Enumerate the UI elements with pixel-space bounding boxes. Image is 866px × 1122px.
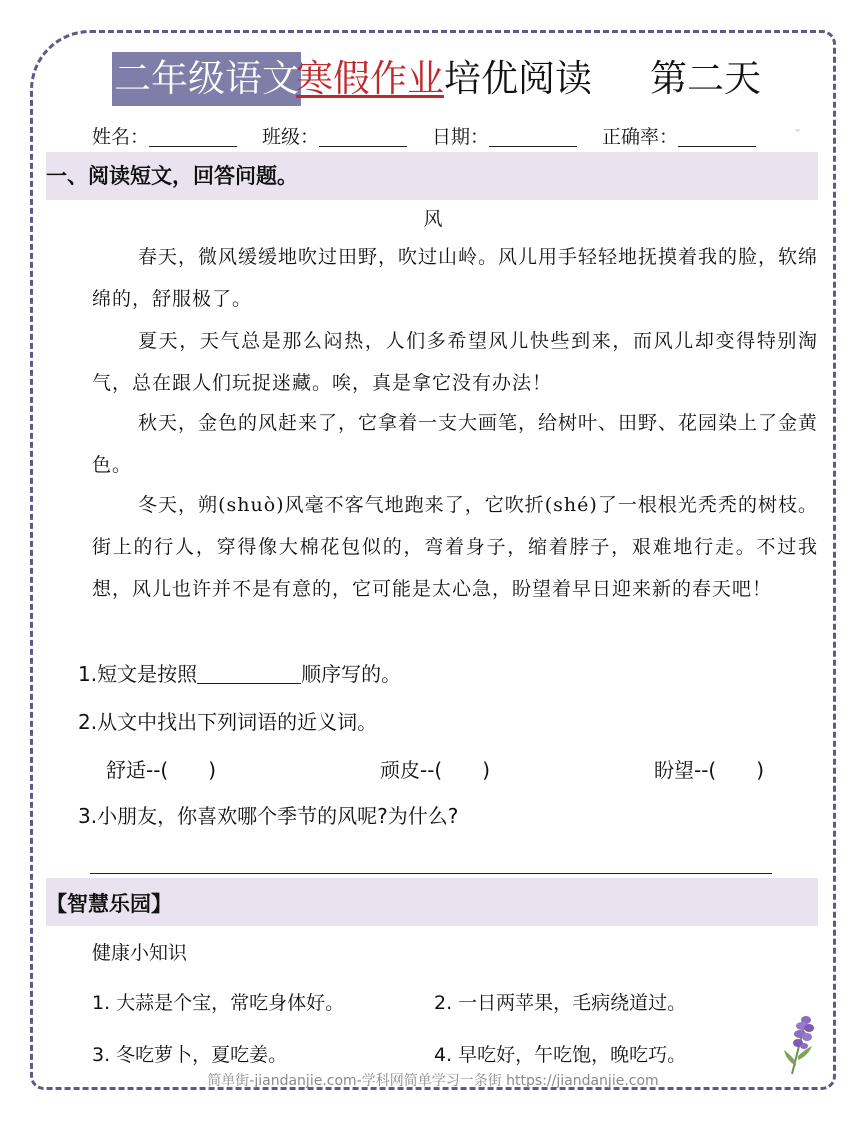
title-reading: 培优阅读 <box>444 57 592 100</box>
synonym-item-2[interactable]: 顽皮--( ) <box>380 758 491 782</box>
question-1-text-after: 顺序写的。 <box>301 662 402 686</box>
page-title <box>0 52 866 106</box>
question-3: 3.小朋友，你喜欢哪个季节的风呢?为什么? <box>78 804 459 828</box>
section-heading-wisdom: 【智慧乐园】 <box>46 878 818 926</box>
tip-item-3: 3. 冬吃萝卜，夏吃姜。 <box>92 1044 288 1066</box>
date-label: 日期： <box>432 126 490 148</box>
name-blank[interactable] <box>149 128 237 147</box>
name-label: 姓名： <box>92 126 150 148</box>
paragraph-spring: 春天，微风缓缓地吹过田野，吹过山岭。风儿用手轻轻地抚摸着我的脸，软绵绵的，舒服极了。 <box>92 246 819 310</box>
class-label: 班级： <box>262 126 320 148</box>
name-field <box>92 122 237 152</box>
date-field <box>432 122 577 152</box>
accuracy-label: 正确率： <box>602 126 679 148</box>
paragraph-winter: 冬天，朔(shuò)风毫不客气地跑来了，它吹折(shé)了一根根光秃秃的树枝。街上的行人，穿得像大棉花包似的，弯着身子，缩着脖子，艰难地行走。不过我想，风儿也许并不是有意的，它可能是太心急，盼望着早日迎来新的春天吧！ <box>92 494 818 600</box>
corner-mark-icon: ˇ <box>794 128 801 144</box>
tip-item-1: 1. 大蒜是个宝，常吃身体好。 <box>92 992 345 1014</box>
class-blank[interactable] <box>319 128 407 147</box>
question-1 <box>78 658 401 687</box>
question-1-text-before: 1.短文是按照 <box>78 662 198 686</box>
section-heading-reading: 一、阅读短文，回答问题。 <box>46 152 818 200</box>
question-2: 2.从文中找出下列词语的近义词。 <box>78 710 378 734</box>
question-1-blank[interactable] <box>197 663 301 684</box>
tip-item-2: 2. 一日两苹果，毛病绕道过。 <box>434 992 687 1014</box>
class-field <box>262 122 407 152</box>
tip-item-4: 4. 早吃好，午吃饱，晚吃巧。 <box>434 1044 687 1066</box>
synonym-item-1[interactable]: 舒适--( ) <box>106 758 217 782</box>
paragraph-summer: 夏天，天气总是那么闷热，人们多希望风儿快些到来，而风儿却变得特别淘气，总在跟人们玩捉迷藏。唉，真是拿它没有办法！ <box>92 330 818 394</box>
title-day: 第二天 <box>650 57 761 100</box>
answer-line[interactable] <box>90 873 772 874</box>
accuracy-field <box>602 122 756 152</box>
title-grade: 二年级语文 <box>112 52 301 106</box>
passage-title: 风 <box>423 208 443 230</box>
lavender-icon <box>778 1010 824 1076</box>
tips-title: 健康小知识 <box>92 942 188 964</box>
footer-watermark: 简单街-jiandanjie.com-学科网简单学习一条街 https://jiandanjie.com <box>207 1073 659 1089</box>
date-blank[interactable] <box>489 128 577 147</box>
title-homework: 寒假作业 <box>296 57 444 100</box>
synonym-item-3[interactable]: 盼望--( ) <box>654 758 765 782</box>
accuracy-blank[interactable] <box>678 128 756 147</box>
paragraph-autumn: 秋天，金色的风赶来了，它拿着一支大画笔，给树叶、田野、花园染上了金黄色。 <box>92 412 819 476</box>
